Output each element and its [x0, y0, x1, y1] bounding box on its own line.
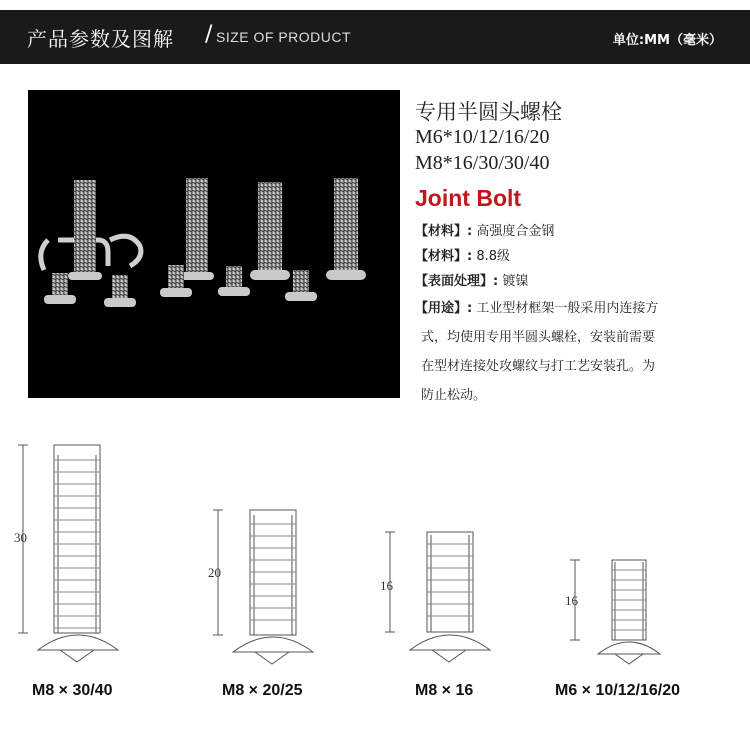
usage-block	[415, 294, 735, 410]
usage-line-4: 防止松动。	[421, 388, 487, 403]
dimension-label: 16	[380, 578, 393, 593]
bolt-drawing-m8-20	[213, 510, 313, 664]
material-value: 高强度合金钢	[476, 224, 555, 239]
technical-drawings	[0, 420, 750, 690]
unit-label: 单位:MM（毫米）	[612, 33, 722, 48]
caption-m8-20-25: M8 × 20/25	[222, 682, 303, 699]
surface-value: 镀镍	[502, 274, 529, 289]
spec-m6: M6*10/12/16/20	[415, 126, 550, 148]
product-name: 专用半圆头螺栓	[415, 100, 562, 124]
header-bar	[0, 10, 750, 64]
material-row-2	[415, 245, 510, 264]
material-row-1	[415, 220, 554, 239]
caption-m6: M6 × 10/12/16/20	[555, 682, 680, 699]
usage-line-2: 式，均使用专用半圆头螺栓，安装前需要	[421, 330, 656, 345]
caption-m8-16: M8 × 16	[415, 682, 474, 699]
section-title: 产品参数及图解	[27, 27, 174, 51]
bolt-drawing-m8-16	[385, 532, 490, 662]
grade-value: 8.8级	[476, 249, 511, 264]
caption-m8-30-40: M8 × 30/40	[32, 682, 113, 699]
usage-line-3: 在型材连接处攻螺纹与打工艺安装孔。为	[421, 359, 656, 374]
dimension-label: 16	[565, 593, 578, 608]
usage-label: 【用途】:	[415, 301, 473, 316]
dimension-label: 30	[14, 530, 27, 545]
spec-m8: M8*16/30/30/40	[415, 152, 550, 174]
product-photo	[28, 90, 400, 398]
section-subtitle: SIZE OF PRODUCT	[216, 29, 352, 45]
brand-name: Joint Bolt	[415, 185, 522, 211]
usage-line-1: 工业型材框架一般采用内连接方	[476, 301, 659, 316]
surface-label: 【表面处理】:	[415, 274, 499, 289]
dimension-label: 20	[208, 565, 221, 580]
grade-label: 【材料】:	[415, 249, 473, 264]
bolt-drawing-m8-30	[18, 445, 118, 662]
bolt-drawing-m6	[570, 560, 660, 664]
material-label: 【材料】:	[415, 224, 473, 239]
surface-row	[415, 270, 528, 289]
title-separator: /	[205, 22, 213, 47]
